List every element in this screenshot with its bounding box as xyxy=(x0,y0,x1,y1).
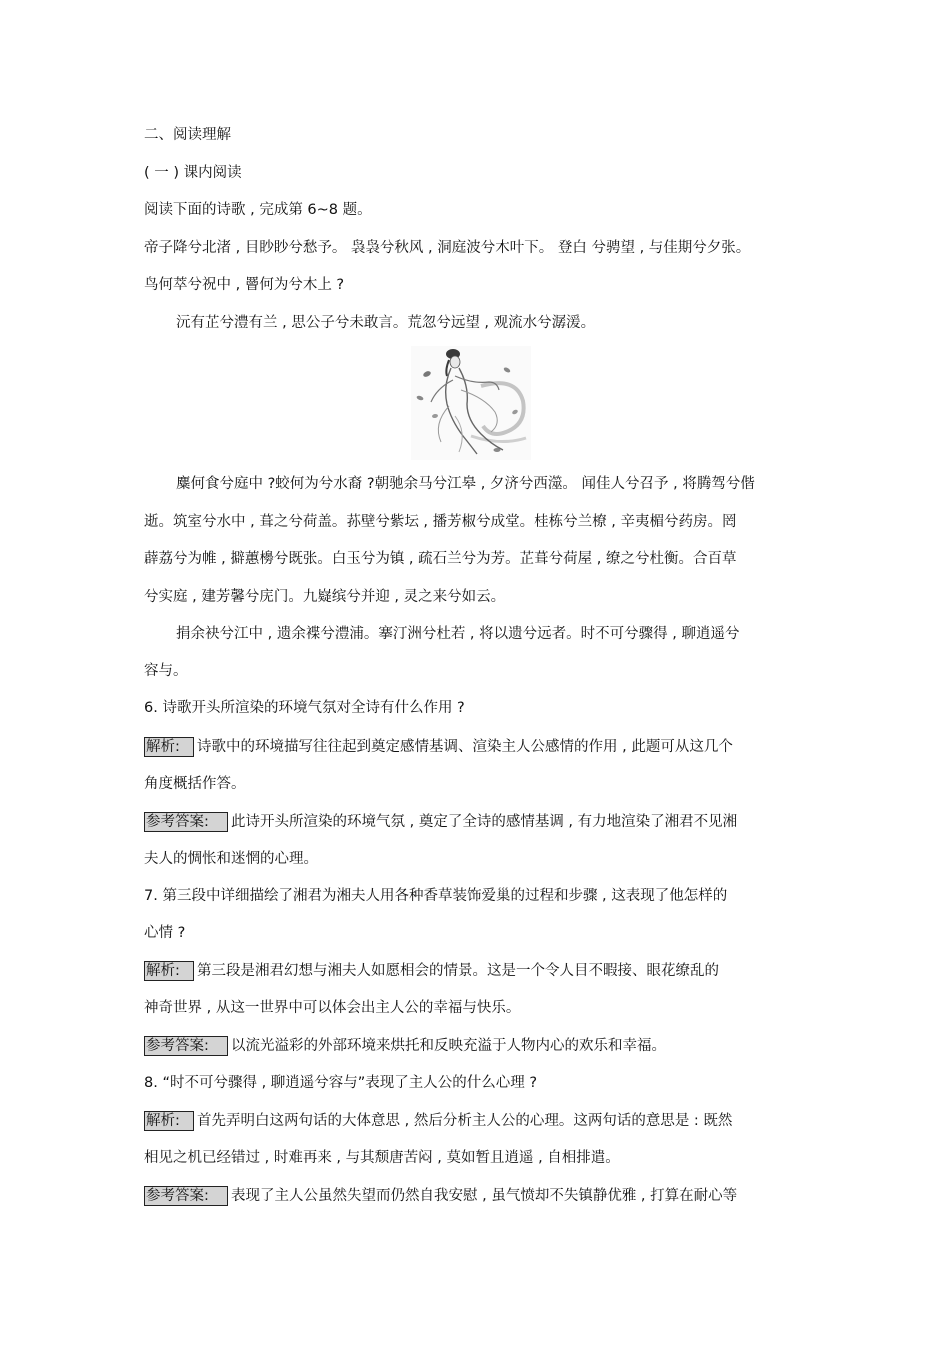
poem-line: 沅有芷兮澧有兰 , 思公子兮未敢言。荒忽兮远望 , 观流水兮潺湲。 xyxy=(176,315,596,331)
question-7-cont: 心情 ? xyxy=(144,925,186,941)
q7-analysis xyxy=(144,961,719,981)
analysis-text: 神奇世界 , 从这一世界中可以体会出主人公的幸福与快乐。 xyxy=(144,1000,521,1016)
q6-analysis xyxy=(144,737,733,757)
analysis-text: 相见之机已经错过 , 时难再来 , 与其颓唐苦闷 , 莫如暂且逍遥 , 自相排遣。 xyxy=(144,1150,620,1166)
answer-text: 以流光溢彩的外部环境来烘托和反映充溢于人物内心的欢乐和幸福。 xyxy=(231,1038,666,1054)
answer-label: 参考答案: xyxy=(144,1186,228,1206)
analysis-label: 解析: xyxy=(144,737,194,757)
answer-label: 参考答案: xyxy=(144,1036,228,1056)
question-8: 8. “时不可兮骤得 , 聊逍遥兮容与”表现了主人公的什么心理 ? xyxy=(144,1075,538,1091)
q8-answer xyxy=(144,1186,737,1206)
poem-line: 容与。 xyxy=(144,663,188,679)
poem-line: 鸟何萃兮祝中 , 罾何为兮木上 ? xyxy=(144,277,345,293)
poem-line: 捐余袂兮江中 , 遗余褋兮澧浦。搴汀洲兮杜若 , 将以遗兮远者。时不可兮骤得 , 聊逍遥兮 xyxy=(176,626,740,642)
instruction-text: 阅读下面的诗歌 , 完成第 6~8 题。 xyxy=(144,202,372,218)
analysis-text: 首先弄明白这两句话的大体意思 , 然后分析主人公的心理。这两句话的意思是 : 既然 xyxy=(197,1113,733,1129)
analysis-text: 第三段是湘君幻想与湘夫人如愿相会的情景。这是一个令人目不暇接、眼花缭乱的 xyxy=(197,963,719,979)
question-7: 7. 第三段中详细描绘了湘君为湘夫人用各种香草装饰爱巢的过程和步骤 , 这表现了他怎样的 xyxy=(144,888,728,904)
question-6: 6. 诗歌开头所渲染的环境气氛对全诗有什么作用 ? xyxy=(144,700,465,716)
poem-line: 逝。筑室兮水中 , 葺之兮荷盖。荪壁兮紫坛 , 播芳椒兮成堂。桂栋兮兰橑 , 辛夷楣兮药房。罔 xyxy=(144,514,737,530)
answer-text: 夫人的惆怅和迷惘的心理。 xyxy=(144,851,318,867)
analysis-label: 解析: xyxy=(144,1111,194,1131)
xiang-goddess-illustration xyxy=(411,346,531,460)
poem-line: 薜荔兮为帷 , 擗蕙櫋兮既张。白玉兮为镇 , 疏石兰兮为芳。芷葺兮荷屋 , 缭之兮杜衡。合百草 xyxy=(144,551,737,567)
poem-line: 帝子降兮北渚 , 目眇眇兮愁予。 袅袅兮秋风 , 洞庭波兮木叶下。 登白 兮骋望 , 与佳期兮夕张。 xyxy=(144,240,751,256)
answer-label: 参考答案: xyxy=(144,812,228,832)
q6-answer xyxy=(144,812,737,832)
analysis-text: 诗歌中的环境描写往往起到奠定感情基调、渲染主人公感情的作用 , 此题可从这几个 xyxy=(197,739,733,755)
section-title: 二、阅读理解 xyxy=(144,127,231,143)
analysis-label: 解析: xyxy=(144,961,194,981)
q7-answer xyxy=(144,1036,666,1056)
analysis-text: 角度概括作答。 xyxy=(144,776,246,792)
answer-text: 此诗开头所渲染的环境气氛 , 奠定了全诗的感情基调 , 有力地渲染了湘君不见湘 xyxy=(231,814,738,830)
poem-line: 麋何食兮庭中 ?蛟何为兮水裔 ?朝驰余马兮江皋 , 夕济兮西澨。 闻佳人兮召予 , 将腾驾兮偕 xyxy=(176,476,755,492)
subsection-title: ( 一 ) 课内阅读 xyxy=(144,165,242,181)
answer-text: 表现了主人公虽然失望而仍然自我安慰 , 虽气愤却不失镇静优雅 , 打算在耐心等 xyxy=(231,1188,738,1204)
poem-line: 兮实庭 , 建芳馨兮庑门。九嶷缤兮并迎 , 灵之来兮如云。 xyxy=(144,589,506,605)
q8-analysis xyxy=(144,1111,732,1131)
